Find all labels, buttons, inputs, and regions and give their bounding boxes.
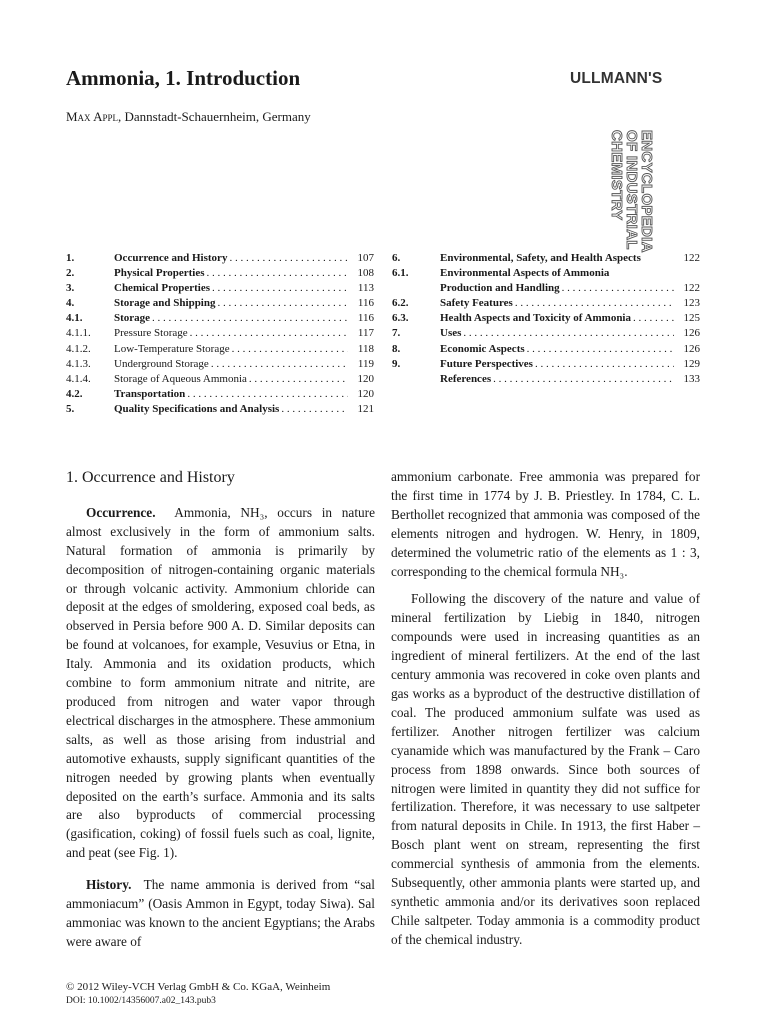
paragraph-history xyxy=(66,876,375,952)
toc-number: 6.2. xyxy=(392,297,409,310)
toc-leader-dots xyxy=(150,311,348,326)
author-affiliation: Dannstadt-Schauernheim, Germany xyxy=(124,109,311,124)
toc-entry xyxy=(66,326,374,341)
toc-title: Health Aspects and Toxicity of Ammonia xyxy=(440,312,631,325)
toc-leader-dots xyxy=(461,326,674,341)
toc-leader-dots xyxy=(279,402,348,417)
author-name: Max Appl, xyxy=(66,109,122,124)
toc-title: Storage and Shipping xyxy=(114,297,216,310)
toc-leader-dots xyxy=(209,357,348,372)
toc-page: 122 xyxy=(683,252,700,264)
toc-number: 4.2. xyxy=(66,387,83,400)
toc-leader-dots xyxy=(185,387,348,402)
toc-number: 9. xyxy=(392,357,401,370)
toc-entry xyxy=(392,296,700,311)
toc-page: 125 xyxy=(683,312,700,325)
toc-page: 118 xyxy=(357,342,374,355)
toc-page: 123 xyxy=(683,297,700,310)
toc-title: Environmental Aspects of Ammonia xyxy=(440,267,610,280)
toc-number: 4.1.4. xyxy=(66,372,91,385)
toc-number: 7. xyxy=(392,327,401,340)
toc-number: 4.1. xyxy=(66,312,83,325)
paragraph-right-2: Following the discovery of the nature and value of mineral fertilization by Liebig in 1840, nitrogen compounds were used in increasing quantities as an ingredient of mineral fertilizers. At the end of the last century ammonia was recovered in coke oven plants and gas works as a byproduct of the destructive distillation of coal. The produced ammonium sulfate was used as fertilizer. Another nitrogen fertilizer was calcium cyanamide which was manufactured by the Frank – Caro process from 1898 onwards. Since both sources of nitrogen were limited in quantity they did not suffice for fertilization. Therefore, it was necessary to use saltpeter from natural deposits in Chile. In 1913, the first Haber – Bosch plant went on stream, representing the first commercial synthesis of ammonia from the elements. Subsequently, other ammonia plants were started up, and synthetic ammonia and/or its derivatives soon replaced Chile saltpeter. Today ammonia is a commodity product of the chemical industry. xyxy=(391,591,700,947)
toc-entry xyxy=(66,372,374,387)
toc-number: 6.1. xyxy=(392,267,409,280)
body-left-column xyxy=(66,469,375,952)
toc-number: 4.1.2. xyxy=(66,342,91,355)
toc-page: 107 xyxy=(357,252,374,264)
toc-entry xyxy=(66,387,374,402)
toc-title: Economic Aspects xyxy=(440,342,525,355)
toc-page: 117 xyxy=(357,327,374,340)
toc-leader-dots xyxy=(525,342,674,357)
author-line xyxy=(66,109,311,125)
toc-number: 6.3. xyxy=(392,312,409,325)
toc-number: 4.1.3. xyxy=(66,357,91,370)
toc-entry xyxy=(66,251,374,266)
toc-leader-dots xyxy=(205,266,348,281)
toc-entry xyxy=(392,372,700,387)
ullmanns-logo xyxy=(570,70,720,253)
toc-title: Physical Properties xyxy=(114,267,205,280)
toc-leader-dots xyxy=(491,372,674,387)
toc-entry xyxy=(392,266,700,281)
toc-title: Uses xyxy=(440,327,462,340)
toc-title: Storage of Aqueous Ammonia xyxy=(114,372,247,385)
toc-leader-dots xyxy=(210,281,348,296)
logo-brand: ULLMANN'S xyxy=(570,70,663,87)
toc-entry xyxy=(66,296,374,311)
toc-number: 1. xyxy=(66,252,75,264)
toc-leader-dots xyxy=(533,357,674,372)
toc-page: 116 xyxy=(357,297,374,310)
toc-page: 120 xyxy=(357,372,374,385)
toc-leader-dots xyxy=(230,342,348,357)
toc-number: 5. xyxy=(66,402,75,415)
toc-right-column xyxy=(392,251,700,387)
toc-entry xyxy=(392,326,700,341)
toc-page: 122 xyxy=(683,282,700,295)
copyright-line: © 2012 Wiley-VCH Verlag GmbH & Co. KGaA, Weinheim xyxy=(66,981,331,993)
lead-occurrence: Occurrence. xyxy=(86,504,156,520)
toc-title: Storage xyxy=(114,312,151,325)
toc-entry xyxy=(66,342,374,357)
toc-number: 4.1.1. xyxy=(66,327,91,340)
section-heading: 1. Occurrence and History xyxy=(66,469,235,486)
toc-entry xyxy=(392,251,700,266)
logo-line-1: ENCYCLOPEDIA xyxy=(638,130,655,253)
text-history: The name ammonia is derived from “sal ammoniacum” (Oasis Ammon in Egypt, today Siwa). Sal ammoniac was known to the ancient Egyptians; the Arabs were aware of xyxy=(66,877,375,949)
toc-entry xyxy=(66,402,374,417)
page-footer xyxy=(66,980,330,1008)
toc-entry xyxy=(392,311,700,326)
toc-number: 6. xyxy=(392,252,401,264)
toc-entry xyxy=(392,357,700,372)
toc-entry xyxy=(392,281,700,296)
toc-page: 126 xyxy=(683,342,700,355)
toc-leader-dots xyxy=(188,326,348,341)
logo-line-2: OF INDUSTRIAL xyxy=(623,130,640,250)
toc-number: 2. xyxy=(66,267,75,280)
toc-leader-dots xyxy=(560,281,674,296)
toc-number: 4. xyxy=(66,297,75,310)
toc-entry xyxy=(66,357,374,372)
logo-vertical-text xyxy=(609,130,654,253)
toc-left-column xyxy=(66,251,374,417)
toc-page: 108 xyxy=(357,267,374,280)
body-right-column xyxy=(391,468,700,950)
toc-page: 121 xyxy=(357,402,374,415)
toc-page: 119 xyxy=(357,357,374,370)
toc-leader-dots xyxy=(631,311,674,326)
toc-title: Future Perspectives xyxy=(440,357,533,370)
text-occurrence: Ammonia, NH₃, occurs in nature almost exclusively in the form of ammonium salts. Natural formation of ammonia is primarily by decomposition of nitrogen-containing organic materials or through volcanic activity. Ammonium chloride can deposit at the edges of smoldering, exposed coal beds, as observed in Persia before 900 A. D. Similar deposits can be found at volcanoes, for example, Vesuvius or Etna, in Italy. Ammonia and its oxidation products, which combine to form ammonium nitrate and nitrite, are produced from nitrogen and water vapor through electrical discharges in the atmosphere. These ammonium salts, as well as those arising from industrial and automotive exhausts, supply significant quantities of the nitrogen needed by growing plants when eventually deposited on the earth’s surface. Ammonia and its salts are also byproducts of commercial processing (gasification, coking) of fossil fuels such as coal, lignite, and peat (see Fig. 1). xyxy=(66,504,375,861)
toc-number: 3. xyxy=(66,282,75,295)
toc-entry xyxy=(66,311,374,326)
doi-line: DOI: 10.1002/14356007.a02_143.pub3 xyxy=(66,996,216,1006)
toc-title: Safety Features xyxy=(440,297,513,310)
toc-title: Transportation xyxy=(114,387,186,400)
toc-page: 120 xyxy=(357,387,374,400)
toc-page: 126 xyxy=(683,327,700,340)
toc-title: References xyxy=(440,372,492,385)
toc-leader-dots xyxy=(227,251,348,266)
toc-leader-dots xyxy=(247,372,348,387)
toc-title: Low-Temperature Storage xyxy=(114,342,230,355)
toc-page: 113 xyxy=(357,282,374,295)
toc-page: 116 xyxy=(357,312,374,325)
toc-leader-dots xyxy=(513,296,674,311)
toc-page: 133 xyxy=(683,372,700,385)
toc-page: 129 xyxy=(683,357,700,370)
toc-title: Chemical Properties xyxy=(114,282,211,295)
article-title: Ammonia, 1. Introduction xyxy=(66,66,301,90)
toc-title: Quality Specifications and Analysis xyxy=(114,402,280,415)
toc-title: Underground Storage xyxy=(114,357,209,370)
toc-title: Environmental, Safety, and Health Aspects xyxy=(440,252,641,264)
toc-title: Occurrence and History xyxy=(114,252,228,264)
toc-entry xyxy=(66,281,374,296)
toc-entry xyxy=(392,342,700,357)
paragraph-right-1: ammonium carbonate. Free ammonia was prepared for the first time in 1774 by J. B. Priestley. In 1784, C. L. Berthollet recognized that ammonia was composed of the elements nitrogen and hydrogen. W. Henry, in 1809, determined the volumetric ratio of the elements as 1 : 3, corresponding to the chemical formula NH₃. xyxy=(391,469,700,579)
toc-number: 8. xyxy=(392,342,401,355)
toc-title: Production and Handling xyxy=(440,282,560,295)
lead-history: History. xyxy=(86,877,132,893)
toc-title: Pressure Storage xyxy=(114,327,188,340)
toc-leader-dots xyxy=(215,296,348,311)
toc-entry xyxy=(66,266,374,281)
paragraph-occurrence xyxy=(66,504,375,863)
logo-line-3: CHEMISTRY xyxy=(608,130,625,221)
